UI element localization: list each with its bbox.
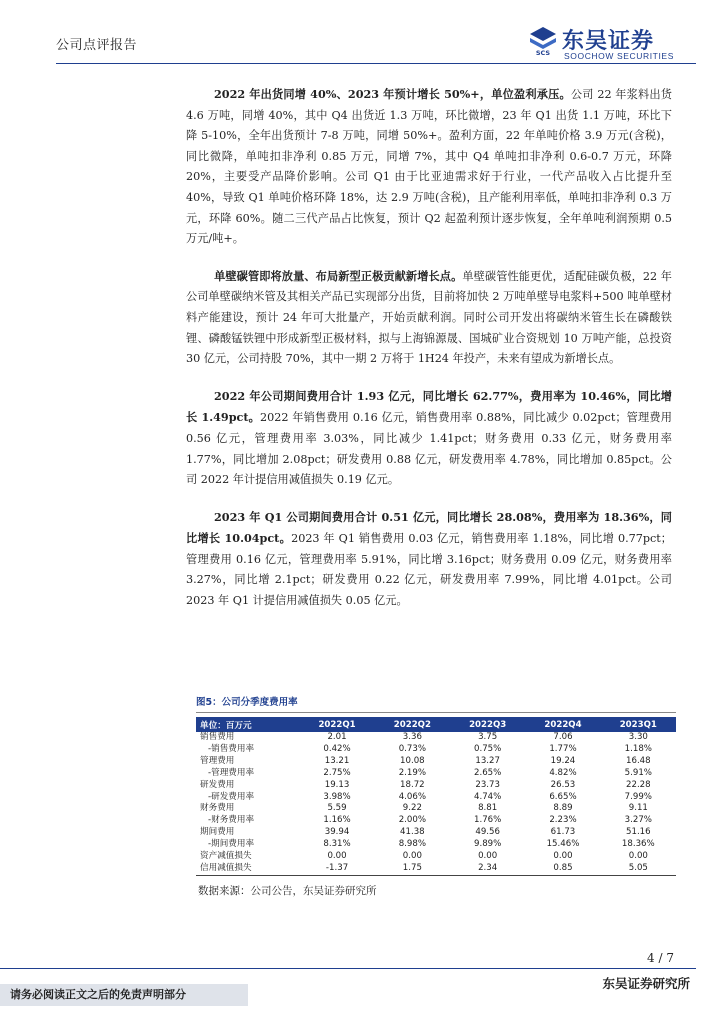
header-divider xyxy=(56,63,696,64)
table-cell: 3.30 xyxy=(628,732,648,742)
table-header-row xyxy=(196,717,676,732)
paragraph-lead: 2022 年公司期间费用合计 1.93 亿元，同比增长 62.77%，费用率为 10.46%，同比增长 1.49pct。 xyxy=(186,388,672,425)
report-body xyxy=(186,84,672,628)
paragraph-text: 2023 年 Q1 销售费用 0.03 亿元，销售费用率 1.18%，同比增 0.77pct；管理费用 0.16 亿元，管理费用率 5.91%，同比增 3.16pct；财务费用 0.09 亿元，财务费用率 3.27%，同比增 2.1pct；研发费用 0.22 亿元，研发费用率 7.99%，同比增 4.01pct。公司 2023 年 Q1 计提信用减值损失 0.05 亿元。 xyxy=(186,532,672,608)
table-row xyxy=(196,839,676,851)
table-cell: 41.38 xyxy=(400,827,425,838)
table-cell: 2.00% xyxy=(398,815,427,826)
table-cell: 1.16% xyxy=(323,815,351,826)
figure-title: 图5：公司分季度费用率 xyxy=(196,694,676,713)
table-cell: 1.77% xyxy=(549,743,577,754)
table-cell: 4.82% xyxy=(549,767,577,778)
table-cell: 8.31% xyxy=(323,839,351,850)
table-cell: 15.46% xyxy=(546,839,580,850)
paragraph-text: 2022 年销售费用 0.16 亿元，销售费用率 0.88%，同比减少 0.02pct；管理费用 0.56 亿元，管理费用率 3.03%，同比减少 1.41pct；财务费用 0.33 亿元，财务费用率 1.77%，同比增加 2.08pct；研发费用 0.88 亿元，研发费用率 4.78%，同比增加 0.85pct。公司 2022 年计提信用减值损失 0.19 亿元。 xyxy=(186,411,672,487)
table-cell: 1.76% xyxy=(474,815,502,826)
row-label: 管理费用 xyxy=(200,755,235,766)
table-cell: -1.37 xyxy=(299,863,374,875)
paragraph-2022-expenses xyxy=(186,386,672,491)
column-header: 2023Q1 xyxy=(601,717,676,732)
disclaimer-banner: 请务必阅读正文之后的免责声明部分 xyxy=(0,984,248,1006)
table-row xyxy=(196,732,676,744)
table-cell: 0.00 xyxy=(478,851,498,862)
expense-table xyxy=(196,717,676,876)
table-cell: 19.13 xyxy=(324,779,350,790)
table-cell: 49.56 xyxy=(475,827,500,838)
table-cell: 13.27 xyxy=(475,755,500,766)
table-cell: 0.73% xyxy=(398,743,427,754)
paragraph-text: 单壁碳管性能更优，适配硅碳负极，22 年公司单壁碳纳米管及其相关产品已实现部分出货，目前将加快 2 万吨单壁导电浆料+500 吨单壁材料产能建设，预计 24 年可大批量产，开始贡献利润。同时公司开发出将碳纳米管生长在磷酸铁锂、磷酸锰铁锂中形成新型正极材料，拟与上海锦源晟、国城矿业合资规划 10 万吨产能，总投资 30 亿元，公司持股 70%，其中一期 2 万将于 1H24 年投产，未来有望成为新增长点。 xyxy=(186,269,672,366)
table-cell: 2.34 xyxy=(450,863,525,875)
table-row xyxy=(196,768,676,780)
row-label: 销售费用 xyxy=(200,732,235,742)
column-header: 2022Q1 xyxy=(299,717,374,732)
table-cell: 2.65% xyxy=(474,767,502,778)
table-cell: 3.27% xyxy=(624,815,652,826)
column-header: 2022Q4 xyxy=(525,717,600,732)
paragraph-lead: 2022 年出货同增 40%、2023 年预计增长 50%+，单位盈利承压。 xyxy=(214,87,571,101)
logo-text-cn: 东吴证券 xyxy=(562,29,655,54)
table-cell: 9.89% xyxy=(474,839,502,850)
report-type-label: 公司点评报告 xyxy=(56,38,138,53)
column-header: 2022Q3 xyxy=(450,717,525,732)
table-cell: 7.99% xyxy=(624,791,652,802)
row-label: 期间费用 xyxy=(200,827,235,838)
table-row xyxy=(196,756,676,768)
table-cell: 2.75% xyxy=(323,767,351,778)
table-cell: 7.06 xyxy=(553,732,573,742)
table-row xyxy=(196,827,676,839)
data-source: 数据来源：公司公告，东吴证券研究所 xyxy=(198,884,377,897)
row-label: 研发费用 xyxy=(200,779,235,790)
table-row xyxy=(196,744,676,756)
row-label: -期间费用率 xyxy=(208,839,255,850)
table-cell: 22.28 xyxy=(626,779,651,790)
table-cell: 5.59 xyxy=(327,803,347,814)
paragraph-lead: 单壁碳管即将放量、布局新型正极贡献新增长点。 xyxy=(214,268,463,283)
table-cell: 3.36 xyxy=(402,732,422,742)
table-cell: 1.75 xyxy=(375,863,450,875)
table-cell: 0.00 xyxy=(553,851,573,862)
table-cell: 9.22 xyxy=(402,803,422,814)
svg-text:SCS: SCS xyxy=(535,49,551,56)
footer-divider xyxy=(0,968,696,969)
paragraph-text: 公司 22 年浆料出货 4.6 万吨，同增 40%，其中 Q4 出货近 1.3 万吨，环比微增，23 年 Q1 出货 1.1 万吨，环比下降 5-10%，全年出货预计 7-8 万吨，同增 50%+。盈利方面，22 年单吨价格 3.9 万元(含税)，同比微降，单吨扣非净利 0.85 万元，同增 7%，其中 Q4 单吨扣非净利 0.6-0.7 万元，环降 20%，主要受产品降价影响。公司 Q1 由于比亚迪需求好于行业，一代产品收入占比提升至 40%，导致 Q1 单吨价格环降 18%，达 2.9 万吨(含税)，且产能利用率低，单吨扣非净利 0.3 万元，环降 60%。随二三代产品占比恢复，预计 Q2 起盈利预计逐步恢复，全年单吨利润预期 0.5 万元/吨+。 xyxy=(186,88,672,246)
row-label: -销售费用率 xyxy=(208,743,255,754)
figure-expense-table xyxy=(196,694,676,898)
table-cell: 13.21 xyxy=(324,755,350,766)
table-cell: 8.81 xyxy=(478,803,498,814)
table-row xyxy=(196,792,676,804)
table-row xyxy=(196,815,676,827)
table-cell: 18.36% xyxy=(621,839,655,850)
table-cell: 2.01 xyxy=(327,732,347,742)
table-cell: 51.16 xyxy=(626,827,651,838)
logo-mark-icon xyxy=(528,26,558,56)
logo-text-en: SOOCHOW SECURITIES xyxy=(564,51,674,61)
table-cell: 3.75 xyxy=(478,732,498,742)
paragraph-2023q1-expenses xyxy=(186,507,672,612)
table-cell: 5.91% xyxy=(624,767,652,778)
table-cell: 8.89 xyxy=(553,803,573,814)
table-cell: 6.65% xyxy=(549,791,577,802)
table-row xyxy=(196,863,676,875)
table-cell: 0.85 xyxy=(525,863,600,875)
table-cell: 10.08 xyxy=(400,755,425,766)
paragraph-shipments xyxy=(186,84,672,250)
table-cell: 23.73 xyxy=(475,779,500,790)
row-label: 信用减值损失 xyxy=(196,863,299,875)
table-row xyxy=(196,851,676,863)
table-cell: 4.74% xyxy=(474,791,502,802)
paragraph-lead: 2023 年 Q1 公司期间费用合计 0.51 亿元，同比增长 28.08%，费用率为 18.36%，同比增长 10.04pct。 xyxy=(186,509,672,546)
table-cell: 0.00 xyxy=(628,851,648,862)
row-label: -管理费用率 xyxy=(208,767,255,778)
unit-header: 单位：百万元 xyxy=(196,717,299,732)
table-cell: 19.24 xyxy=(550,755,576,766)
table-cell: 26.53 xyxy=(550,779,576,790)
table-cell: 0.00 xyxy=(402,851,422,862)
table-cell: 3.98% xyxy=(323,791,351,802)
table-row xyxy=(196,780,676,792)
table-cell: 18.72 xyxy=(400,779,425,790)
footer-organization: 东吴证券研究所 xyxy=(602,976,690,991)
table-row xyxy=(196,803,676,815)
table-cell: 0.75% xyxy=(474,743,502,754)
table-cell: 2.23% xyxy=(549,815,577,826)
table-cell: 8.98% xyxy=(398,839,427,850)
table-cell: 61.73 xyxy=(550,827,576,838)
table-cell: 5.05 xyxy=(601,863,676,875)
row-label: 财务费用 xyxy=(200,803,235,814)
company-logo xyxy=(528,24,698,62)
row-label: 资产减值损失 xyxy=(200,851,252,862)
table-cell: 0.00 xyxy=(327,851,347,862)
table-cell: 2.19% xyxy=(398,767,427,778)
table-cell: 16.48 xyxy=(626,755,651,766)
table-cell: 1.18% xyxy=(624,743,652,754)
table-cell: 0.42% xyxy=(323,743,351,754)
table-cell: 4.06% xyxy=(398,791,427,802)
page-number: 4 / 7 xyxy=(647,951,674,965)
row-label: -财务费用率 xyxy=(208,815,255,826)
row-label: -研发费用率 xyxy=(208,791,255,802)
column-header: 2022Q2 xyxy=(375,717,450,732)
table-cell: 9.11 xyxy=(628,803,648,814)
table-cell: 39.94 xyxy=(324,827,350,838)
paragraph-swcnt xyxy=(186,266,672,370)
